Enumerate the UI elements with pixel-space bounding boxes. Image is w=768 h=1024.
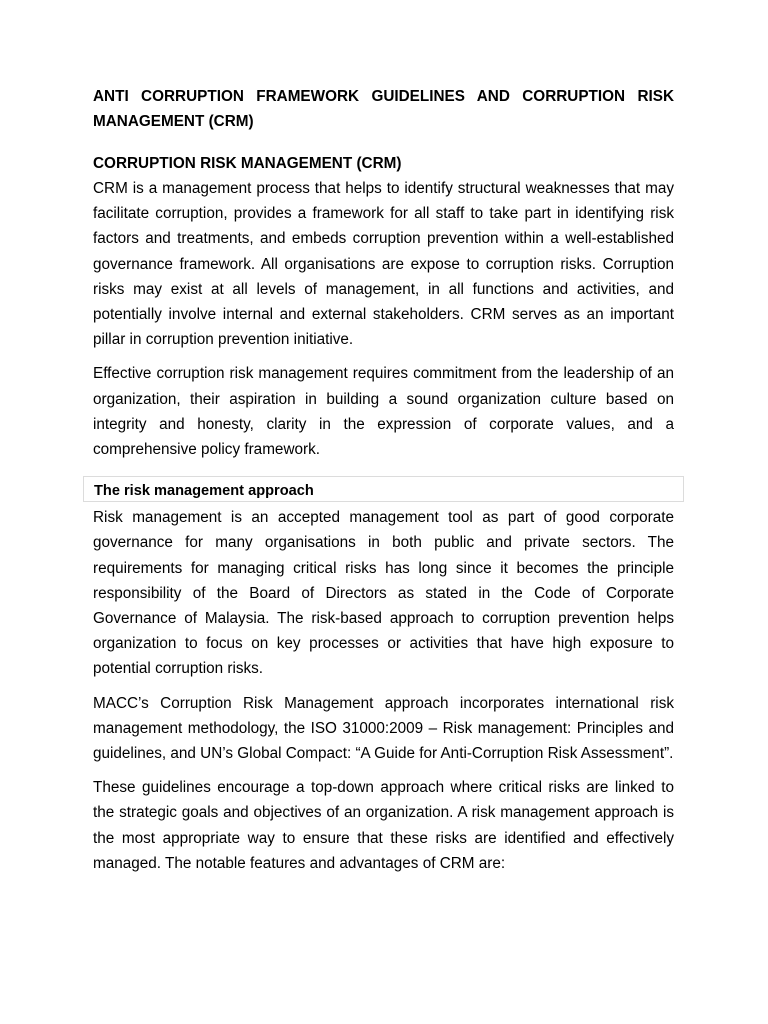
paragraph: Risk management is an accepted management tool as part of good corporate governance for many organisations in both public and private sectors. The requirements for managing critical risks has long since it becomes the principle responsibility of the Board of Directors as stated in the Code of Corporate Governance of Malaysia. The risk-based approach to corruption prevention helps organization to focus on key processes or activities that have high exposure to potential corruption risks. <box>93 509 674 678</box>
paragraph: These guidelines encourage a top-down approach where critical risks are linked to the strategic goals and objectives of an organization. A risk management approach is the most appropriate way to ensure that these risks are identified and effectively managed. The notable features and advantages of CRM are: <box>93 779 674 872</box>
paragraph: MACC’s Corruption Risk Management approach incorporates international risk management methodology, the ISO 31000:2009 – Risk management: Principles and guidelines, and UN’s Global Compact: “A Guide for Anti-Corruption Risk Assessment”. <box>93 694 674 763</box>
document-page <box>93 84 674 885</box>
section-heading-box <box>83 476 684 502</box>
paragraph: Effective corruption risk management requires commitment from the leadership of an organization, their aspiration in building a sound organization culture based on integrity and honesty, clarity in the expression of corporate values, and a comprehensive policy framework. <box>93 365 674 459</box>
document-title: ANTI CORRUPTION FRAMEWORK GUIDELINES AND CORRUPTION RISK MANAGEMENT (CRM) <box>93 88 674 130</box>
section-heading-crm: CORRUPTION RISK MANAGEMENT (CRM) <box>93 155 402 172</box>
section-heading-risk-approach: The risk management approach <box>94 483 314 500</box>
paragraph: CRM is a management process that helps to identify structural weaknesses that may facilitate corruption, provides a framework for all staff to take part in identifying risk factors and treatments, and embeds corruption prevention within a well-established governance framework. All organisations are expose to corruption risks. Corruption risks may exist at all levels of management, in all functions and activities, and potentially involve internal and external stakeholders. CRM serves as an important pillar in corruption prevention initiative. <box>93 180 674 349</box>
